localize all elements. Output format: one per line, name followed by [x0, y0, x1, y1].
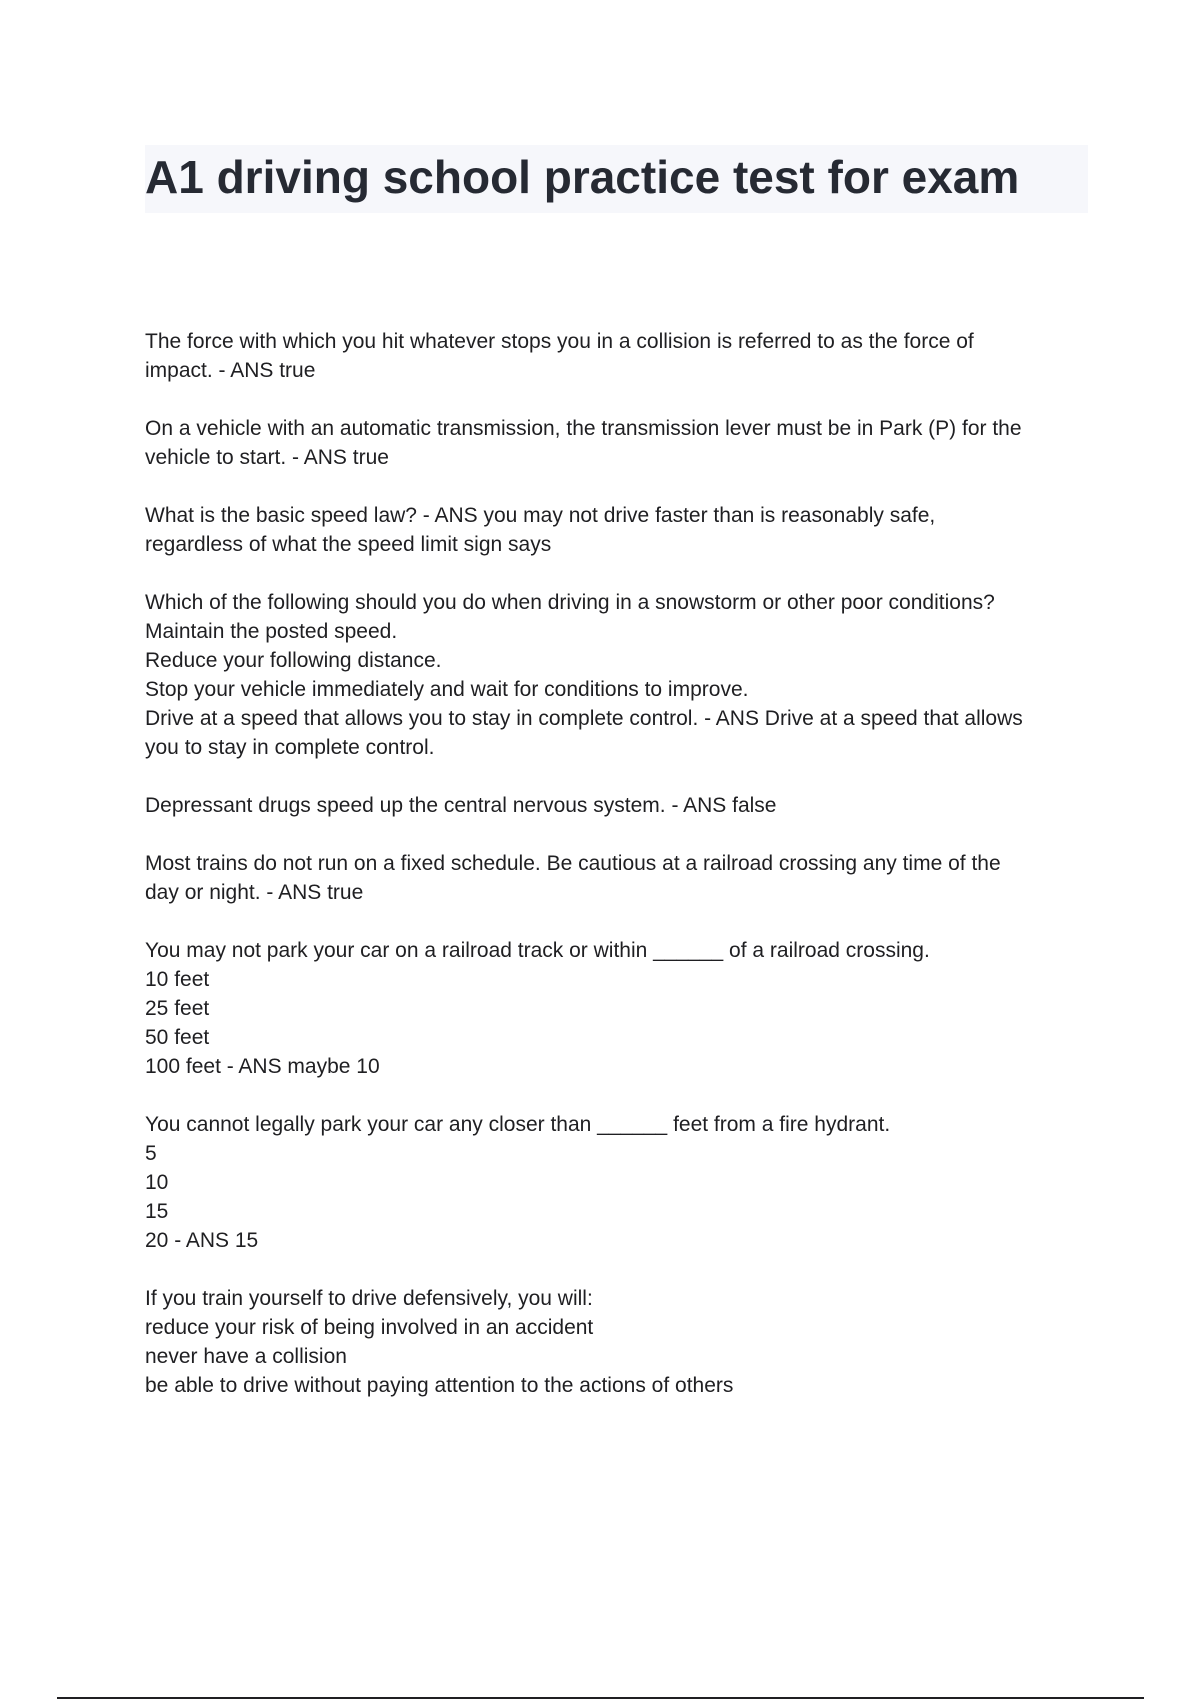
answer-line: vehicle to start. - ANS true — [145, 446, 389, 469]
option-line: Stop your vehicle immediately and wait for conditions to improve. — [145, 678, 749, 701]
answer-line: 20 - ANS 15 — [145, 1229, 259, 1252]
question-block-4 — [145, 588, 1105, 762]
option-line: be able to drive without paying attention to the actions of others — [145, 1374, 734, 1397]
question-line: You cannot legally park your car any closer than ______ feet from a fire hydrant. — [145, 1113, 891, 1136]
option-line: 50 feet — [145, 1026, 210, 1049]
answer-line: regardless of what the speed limit sign says — [145, 533, 552, 556]
option-line: Drive at a speed that allows you to stay in complete control. - ANS Drive at a speed that allows — [145, 707, 1023, 730]
question-line: On a vehicle with an automatic transmission, the transmission lever must be in Park (P) for the — [145, 417, 1022, 440]
option-line: Reduce your following distance. — [145, 649, 442, 672]
question-block-1 — [145, 327, 1105, 385]
question-block-7 — [145, 936, 1105, 1081]
question-block-8 — [145, 1110, 1105, 1255]
question-line: If you train yourself to drive defensively, you will: — [145, 1287, 593, 1310]
option-line: 25 feet — [145, 997, 210, 1020]
option-line: Maintain the posted speed. — [145, 620, 398, 643]
footer-divider — [57, 1697, 1144, 1699]
option-line: never have a collision — [145, 1345, 347, 1368]
answer-line: day or night. - ANS true — [145, 881, 364, 904]
option-line: 10 — [145, 1171, 169, 1194]
question-line: Most trains do not run on a fixed schedule. Be cautious at a railroad crossing any time of the — [145, 852, 1001, 875]
question-line: The force with which you hit whatever stops you in a collision is referred to as the force of — [145, 330, 974, 353]
option-line: 5 — [145, 1142, 157, 1165]
question-block-2 — [145, 414, 1105, 472]
option-line: 15 — [145, 1200, 169, 1223]
question-block-6 — [145, 849, 1105, 907]
answer-line: you to stay in complete control. — [145, 736, 435, 759]
question-line: You may not park your car on a railroad track or within ______ of a railroad crossing. — [145, 939, 930, 962]
document-body — [145, 327, 1105, 1429]
page-title: A1 driving school practice test for exam — [145, 151, 1020, 203]
question-block-9 — [145, 1284, 1105, 1400]
question-line: Depressant drugs speed up the central nervous system. - ANS false — [145, 794, 777, 817]
question-block-5 — [145, 791, 1105, 820]
question-block-3 — [145, 501, 1105, 559]
option-line: reduce your risk of being involved in an accident — [145, 1316, 594, 1339]
answer-line: impact. - ANS true — [145, 359, 316, 382]
question-line: Which of the following should you do when driving in a snowstorm or other poor conditions? — [145, 591, 995, 614]
option-line: 10 feet — [145, 968, 210, 991]
question-line: What is the basic speed law? - ANS you may not drive faster than is reasonably safe, — [145, 504, 936, 527]
answer-line: 100 feet - ANS maybe 10 — [145, 1055, 380, 1078]
title-band — [145, 145, 1088, 213]
